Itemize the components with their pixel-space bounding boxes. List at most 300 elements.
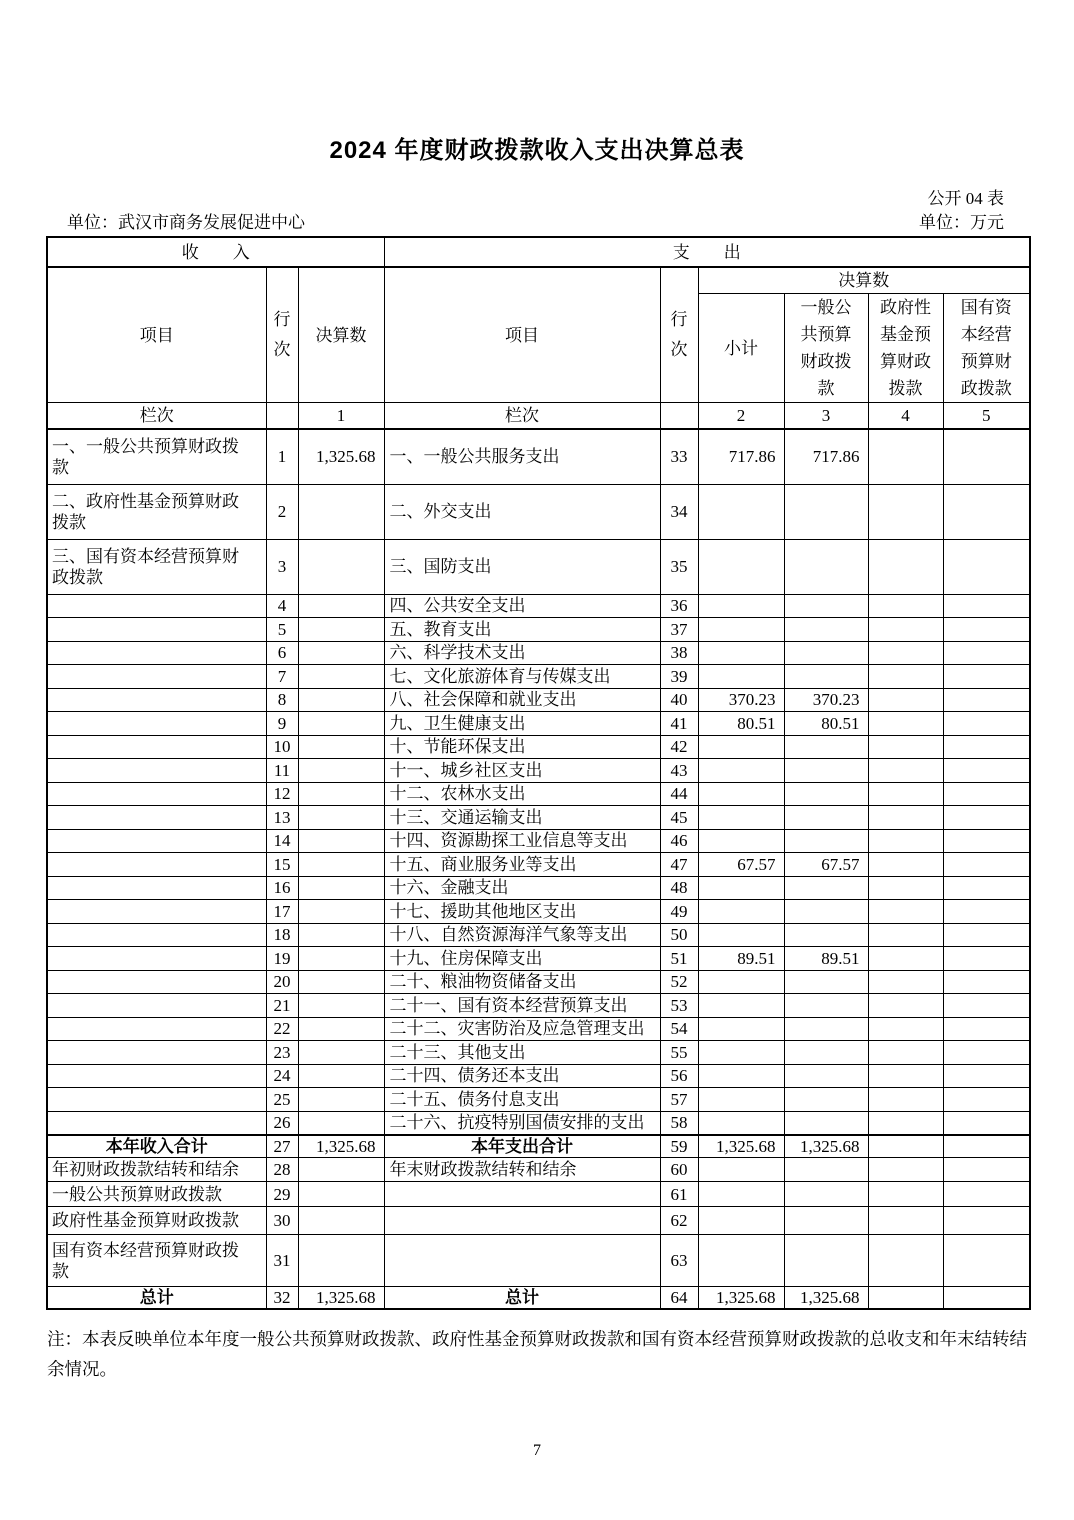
exp-line-cell: 59 <box>660 1135 698 1158</box>
column-index-5: 5 <box>943 403 1030 430</box>
inc-amount-cell <box>298 1158 384 1182</box>
column-index-3: 3 <box>784 403 868 430</box>
inc-line-cell: 8 <box>266 688 298 712</box>
table-row <box>47 1287 1030 1310</box>
page-number: 7 <box>533 1442 541 1459</box>
column-header-row <box>47 267 1030 294</box>
exp-line-cell: 63 <box>660 1235 698 1287</box>
subtotal-cell <box>698 594 784 618</box>
exp-item-cell: 十七、援助其他地区支出 <box>384 900 660 924</box>
inc-amount-cell <box>298 539 384 594</box>
general-cell <box>784 829 868 853</box>
exp-line-cell: 56 <box>660 1064 698 1088</box>
exp-item-cell: 四、公共安全支出 <box>384 594 660 618</box>
general-cell: 717.86 <box>784 429 868 484</box>
general-budget-header-label: 一般公共预算财政拨款 <box>800 298 852 398</box>
exp-line-cell: 37 <box>660 618 698 642</box>
exp-item-cell: 十、节能环保支出 <box>384 735 660 759</box>
meta-units-row <box>67 212 1004 234</box>
inc-line-cell: 1 <box>266 429 298 484</box>
table-row <box>47 1041 1030 1065</box>
gov-fund-cell <box>868 665 943 689</box>
inc-amount-cell: 1,325.68 <box>298 429 384 484</box>
general-cell <box>784 618 868 642</box>
inc-line-cell: 28 <box>266 1158 298 1182</box>
expense-column-index-label: 栏次 <box>384 403 660 430</box>
subtotal-cell <box>698 1111 784 1135</box>
inc-item-cell <box>47 1041 266 1065</box>
inc-item-cell: 二、政府性基金预算财政拨款 <box>47 484 266 539</box>
inc-item-cell <box>47 641 266 665</box>
table-row <box>47 1158 1030 1182</box>
gov-fund-cell <box>868 1041 943 1065</box>
expense-line-no-header <box>660 267 698 403</box>
gov-fund-cell <box>868 1182 943 1207</box>
inc-item-cell: 一般公共预算财政拨款 <box>47 1182 266 1207</box>
general-cell <box>784 539 868 594</box>
state-capital-cell <box>943 429 1030 484</box>
gov-fund-cell <box>868 1158 943 1182</box>
table-row <box>47 829 1030 853</box>
exp-line-cell: 58 <box>660 1111 698 1135</box>
exp-item-cell: 二十六、抗疫特别国债安排的支出 <box>384 1111 660 1135</box>
column-index-2: 2 <box>698 403 784 430</box>
inc-line-cell: 27 <box>266 1135 298 1158</box>
inc-amount-cell <box>298 618 384 642</box>
inc-line-cell: 23 <box>266 1041 298 1065</box>
gov-fund-cell <box>868 1287 943 1310</box>
exp-item-cell: 十四、资源勘探工业信息等支出 <box>384 829 660 853</box>
exp-item-cell: 六、科学技术支出 <box>384 641 660 665</box>
general-cell <box>784 1235 868 1287</box>
inc-line-cell: 26 <box>266 1111 298 1135</box>
general-cell <box>784 759 868 783</box>
state-capital-cell <box>943 1235 1030 1287</box>
inc-line-cell: 2 <box>266 484 298 539</box>
state-capital-cell <box>943 1041 1030 1065</box>
column-index-1: 1 <box>298 403 384 430</box>
inc-amount-cell <box>298 853 384 877</box>
inc-line-cell: 24 <box>266 1064 298 1088</box>
exp-line-cell: 61 <box>660 1182 698 1207</box>
exp-line-cell: 64 <box>660 1287 698 1310</box>
exp-item-cell: 十八、自然资源海洋气象等支出 <box>384 923 660 947</box>
inc-item-cell <box>47 829 266 853</box>
inc-amount-cell <box>298 782 384 806</box>
gov-fund-cell <box>868 900 943 924</box>
inc-amount-cell <box>298 735 384 759</box>
inc-line-cell: 21 <box>266 994 298 1018</box>
gov-fund-cell <box>868 1235 943 1287</box>
gov-fund-cell <box>868 1207 943 1235</box>
income-line-no-header-label: 行次 <box>273 310 291 359</box>
exp-line-cell: 52 <box>660 970 698 994</box>
expense-line-no-header-label: 行次 <box>670 310 688 359</box>
table-row <box>47 970 1030 994</box>
exp-item-cell: 本年支出合计 <box>384 1135 660 1158</box>
state-capital-cell <box>943 1088 1030 1112</box>
exp-line-cell: 47 <box>660 853 698 877</box>
inc-amount-cell <box>298 900 384 924</box>
state-capital-cell <box>943 994 1030 1018</box>
general-cell <box>784 970 868 994</box>
exp-line-cell: 51 <box>660 947 698 971</box>
subtotal-cell <box>698 923 784 947</box>
state-capital-cell <box>943 806 1030 830</box>
gov-fund-cell <box>868 712 943 736</box>
state-capital-cell <box>943 618 1030 642</box>
inc-item-cell: 年初财政拨款结转和结余 <box>47 1158 266 1182</box>
subtotal-cell: 1,325.68 <box>698 1287 784 1310</box>
gov-fund-cell <box>868 829 943 853</box>
gov-fund-cell <box>868 1088 943 1112</box>
subtotal-cell <box>698 641 784 665</box>
inc-line-cell: 17 <box>266 900 298 924</box>
inc-item-cell <box>47 782 266 806</box>
inc-line-cell: 12 <box>266 782 298 806</box>
inc-item-cell <box>47 665 266 689</box>
state-capital-cell <box>943 853 1030 877</box>
subtotal-cell <box>698 484 784 539</box>
table-row <box>47 1017 1030 1041</box>
table-row <box>47 1088 1030 1112</box>
inc-item-cell: 政府性基金预算财政拨款 <box>47 1207 266 1235</box>
inc-amount-cell <box>298 1041 384 1065</box>
state-capital-cell <box>943 688 1030 712</box>
inc-item-cell <box>47 1017 266 1041</box>
subtotal-cell <box>698 970 784 994</box>
expense-final-amount-header: 决算数 <box>698 267 1030 294</box>
state-capital-cell <box>943 923 1030 947</box>
subtotal-cell <box>698 1017 784 1041</box>
exp-item-cell: 二十二、灾害防治及应急管理支出 <box>384 1017 660 1041</box>
inc-line-cell: 6 <box>266 641 298 665</box>
state-capital-cell <box>943 484 1030 539</box>
table-row <box>47 641 1030 665</box>
gov-fund-cell <box>868 1064 943 1088</box>
exp-item-cell: 二十四、债务还本支出 <box>384 1064 660 1088</box>
exp-item-cell: 三、国防支出 <box>384 539 660 594</box>
gov-fund-cell <box>868 923 943 947</box>
inc-line-cell: 22 <box>266 1017 298 1041</box>
exp-item-cell: 总计 <box>384 1287 660 1310</box>
subtotal-cell <box>698 1158 784 1182</box>
budget-summary-table <box>46 236 1031 1310</box>
general-cell <box>784 1088 868 1112</box>
exp-item-cell: 二十一、国有资本经营预算支出 <box>384 994 660 1018</box>
inc-line-cell: 3 <box>266 539 298 594</box>
gov-fund-cell <box>868 688 943 712</box>
gov-fund-cell <box>868 641 943 665</box>
subtotal-cell <box>698 665 784 689</box>
inc-amount-cell <box>298 665 384 689</box>
gov-fund-cell <box>868 484 943 539</box>
general-cell <box>784 665 868 689</box>
inc-amount-cell <box>298 1207 384 1235</box>
gov-fund-cell <box>868 876 943 900</box>
table-row <box>47 594 1030 618</box>
general-cell: 89.51 <box>784 947 868 971</box>
table-row <box>47 618 1030 642</box>
inc-line-cell: 15 <box>266 853 298 877</box>
exp-item-cell: 十五、商业服务业等支出 <box>384 853 660 877</box>
org-unit-label: 单位：武汉市商务发展促进中心 <box>67 213 305 232</box>
inc-item-cell <box>47 618 266 642</box>
general-cell: 1,325.68 <box>784 1135 868 1158</box>
table-row <box>47 876 1030 900</box>
subtotal-cell: 89.51 <box>698 947 784 971</box>
income-section-header: 收 入 <box>47 237 384 267</box>
state-capital-cell <box>943 1111 1030 1135</box>
inc-amount-cell: 1,325.68 <box>298 1287 384 1310</box>
inc-amount-cell <box>298 594 384 618</box>
general-cell <box>784 876 868 900</box>
exp-line-cell: 40 <box>660 688 698 712</box>
subtotal-cell <box>698 539 784 594</box>
general-cell <box>784 1182 868 1207</box>
inc-line-cell: 19 <box>266 947 298 971</box>
exp-line-cell: 60 <box>660 1158 698 1182</box>
table-row <box>47 735 1030 759</box>
inc-line-cell: 4 <box>266 594 298 618</box>
state-capital-cell <box>943 1182 1030 1207</box>
exp-item-cell: 十六、金融支出 <box>384 876 660 900</box>
inc-item-cell <box>47 947 266 971</box>
general-cell <box>784 1041 868 1065</box>
subtotal-cell: 370.23 <box>698 688 784 712</box>
gov-fund-cell <box>868 970 943 994</box>
inc-item-cell <box>47 806 266 830</box>
state-capital-cell <box>943 1064 1030 1088</box>
exp-item-cell: 一、一般公共服务支出 <box>384 429 660 484</box>
inc-line-cell: 31 <box>266 1235 298 1287</box>
subtotal-cell <box>698 1182 784 1207</box>
inc-amount-cell: 1,325.68 <box>298 1135 384 1158</box>
general-cell <box>784 923 868 947</box>
table-row <box>47 806 1030 830</box>
gov-fund-cell <box>868 759 943 783</box>
state-capital-cell <box>943 970 1030 994</box>
exp-line-cell: 33 <box>660 429 698 484</box>
table-row <box>47 923 1030 947</box>
inc-amount-cell <box>298 1182 384 1207</box>
exp-item-cell: 十九、住房保障支出 <box>384 947 660 971</box>
inc-item-cell <box>47 876 266 900</box>
general-cell <box>784 994 868 1018</box>
general-cell <box>784 900 868 924</box>
inc-item-cell <box>47 594 266 618</box>
state-capital-cell <box>943 712 1030 736</box>
inc-line-cell: 16 <box>266 876 298 900</box>
exp-line-cell: 55 <box>660 1041 698 1065</box>
table-row <box>47 782 1030 806</box>
subtotal-cell <box>698 900 784 924</box>
inc-amount-cell <box>298 994 384 1018</box>
exp-line-cell: 50 <box>660 923 698 947</box>
inc-line-cell: 9 <box>266 712 298 736</box>
expense-section-header: 支 出 <box>384 237 1030 267</box>
exp-line-cell: 46 <box>660 829 698 853</box>
inc-amount-cell <box>298 923 384 947</box>
subtotal-cell: 67.57 <box>698 853 784 877</box>
state-capital-cell <box>943 1017 1030 1041</box>
inc-amount-cell <box>298 484 384 539</box>
exp-line-cell: 54 <box>660 1017 698 1041</box>
income-column-index-label: 栏次 <box>47 403 266 430</box>
state-capital-cell <box>943 1287 1030 1310</box>
exp-item-cell: 九、卫生健康支出 <box>384 712 660 736</box>
exp-item-cell <box>384 1207 660 1235</box>
exp-item-cell: 二、外交支出 <box>384 484 660 539</box>
state-capital-cell <box>943 594 1030 618</box>
state-capital-cell <box>943 1207 1030 1235</box>
general-cell <box>784 735 868 759</box>
general-cell: 80.51 <box>784 712 868 736</box>
inc-line-cell: 10 <box>266 735 298 759</box>
table-row <box>47 1235 1030 1287</box>
exp-item-cell: 十一、城乡社区支出 <box>384 759 660 783</box>
inc-amount-cell <box>298 876 384 900</box>
table-row <box>47 947 1030 971</box>
exp-item-cell: 五、教育支出 <box>384 618 660 642</box>
table-row <box>47 1182 1030 1207</box>
general-cell <box>784 782 868 806</box>
income-item-header: 项目 <box>47 267 266 403</box>
column-index-4: 4 <box>868 403 943 430</box>
table-row <box>47 759 1030 783</box>
table-row <box>47 484 1030 539</box>
subtotal-cell <box>698 1207 784 1235</box>
page-title: 2024 年度财政拨款收入支出决算总表 <box>329 137 745 164</box>
subtotal-cell <box>698 994 784 1018</box>
exp-line-cell: 43 <box>660 759 698 783</box>
exp-line-cell: 45 <box>660 806 698 830</box>
subtotal-cell <box>698 876 784 900</box>
inc-item-cell <box>47 853 266 877</box>
table-row <box>47 1111 1030 1135</box>
inc-amount-cell <box>298 1235 384 1287</box>
gov-fund-cell <box>868 735 943 759</box>
exp-item-cell: 八、社会保障和就业支出 <box>384 688 660 712</box>
inc-item-cell <box>47 994 266 1018</box>
subtotal-cell: 1,325.68 <box>698 1135 784 1158</box>
subtotal-cell <box>698 1064 784 1088</box>
exp-line-cell: 39 <box>660 665 698 689</box>
general-cell <box>784 594 868 618</box>
income-final-amount-header: 决算数 <box>298 267 384 403</box>
column-index-row <box>47 403 1030 430</box>
footnote: 注：本表反映单位本年度一般公共预算财政拨款、政府性基金预算财政拨款和国有资本经营预算财政拨款的总收支和年末结转结余情况。 <box>47 1329 1027 1379</box>
exp-item-cell: 二十三、其他支出 <box>384 1041 660 1065</box>
inc-amount-cell <box>298 1088 384 1112</box>
table-row <box>47 1064 1030 1088</box>
exp-line-cell: 44 <box>660 782 698 806</box>
gov-fund-cell <box>868 947 943 971</box>
inc-amount-cell <box>298 829 384 853</box>
general-cell <box>784 806 868 830</box>
general-cell: 370.23 <box>784 688 868 712</box>
exp-item-cell: 七、文化旅游体育与传媒支出 <box>384 665 660 689</box>
state-capital-budget-header-label: 国有资本经营预算财政拨款 <box>960 298 1012 398</box>
general-cell <box>784 484 868 539</box>
income-line-index-blank <box>266 403 298 430</box>
inc-line-cell: 25 <box>266 1088 298 1112</box>
subtotal-cell <box>698 759 784 783</box>
general-cell <box>784 1207 868 1235</box>
state-capital-cell <box>943 829 1030 853</box>
exp-line-cell: 53 <box>660 994 698 1018</box>
exp-line-cell: 57 <box>660 1088 698 1112</box>
exp-item-cell: 十二、农林水支出 <box>384 782 660 806</box>
inc-amount-cell <box>298 712 384 736</box>
subtotal-cell <box>698 1235 784 1287</box>
inc-item-cell: 总计 <box>47 1287 266 1310</box>
inc-line-cell: 5 <box>266 618 298 642</box>
state-capital-cell <box>943 1135 1030 1158</box>
subtotal-cell <box>698 806 784 830</box>
general-cell <box>784 641 868 665</box>
exp-item-cell: 二十、粮油物资储备支出 <box>384 970 660 994</box>
exp-line-cell: 49 <box>660 900 698 924</box>
inc-item-cell <box>47 1064 266 1088</box>
gov-fund-cell <box>868 594 943 618</box>
gov-fund-cell <box>868 539 943 594</box>
inc-item-cell <box>47 1088 266 1112</box>
expense-item-header: 项目 <box>384 267 660 403</box>
exp-item-cell: 二十五、债务付息支出 <box>384 1088 660 1112</box>
inc-line-cell: 7 <box>266 665 298 689</box>
income-line-no-header <box>266 267 298 403</box>
exp-item-cell <box>384 1182 660 1207</box>
gov-fund-cell <box>868 1135 943 1158</box>
general-cell <box>784 1017 868 1041</box>
general-budget-header <box>784 294 868 403</box>
inc-line-cell: 20 <box>266 970 298 994</box>
section-header-row <box>47 237 1030 267</box>
inc-line-cell: 11 <box>266 759 298 783</box>
exp-line-cell: 34 <box>660 484 698 539</box>
gov-fund-cell <box>868 618 943 642</box>
subtotal-cell <box>698 782 784 806</box>
gov-fund-budget-header-label: 政府性基金预算财政拨款 <box>880 298 932 398</box>
inc-item-cell: 一、一般公共预算财政拨款 <box>47 429 266 484</box>
inc-line-cell: 32 <box>266 1287 298 1310</box>
general-cell <box>784 1064 868 1088</box>
state-capital-cell <box>943 1158 1030 1182</box>
gov-fund-cell <box>868 994 943 1018</box>
gov-fund-cell <box>868 429 943 484</box>
table-row <box>47 1207 1030 1235</box>
state-capital-budget-header <box>943 294 1030 403</box>
subtotal-cell: 80.51 <box>698 712 784 736</box>
subtotal-header: 小计 <box>698 294 784 403</box>
inc-line-cell: 30 <box>266 1207 298 1235</box>
exp-item-cell: 年末财政拨款结转和结余 <box>384 1158 660 1182</box>
state-capital-cell <box>943 539 1030 594</box>
inc-item-cell: 三、国有资本经营预算财政拨款 <box>47 539 266 594</box>
subtotal-cell <box>698 1088 784 1112</box>
table-row <box>47 900 1030 924</box>
subtotal-cell <box>698 735 784 759</box>
exp-item-cell <box>384 1235 660 1287</box>
inc-item-cell <box>47 759 266 783</box>
subtotal-cell <box>698 618 784 642</box>
inc-item-cell <box>47 712 266 736</box>
inc-amount-cell <box>298 759 384 783</box>
general-cell <box>784 1111 868 1135</box>
exp-line-cell: 62 <box>660 1207 698 1235</box>
inc-amount-cell <box>298 1111 384 1135</box>
